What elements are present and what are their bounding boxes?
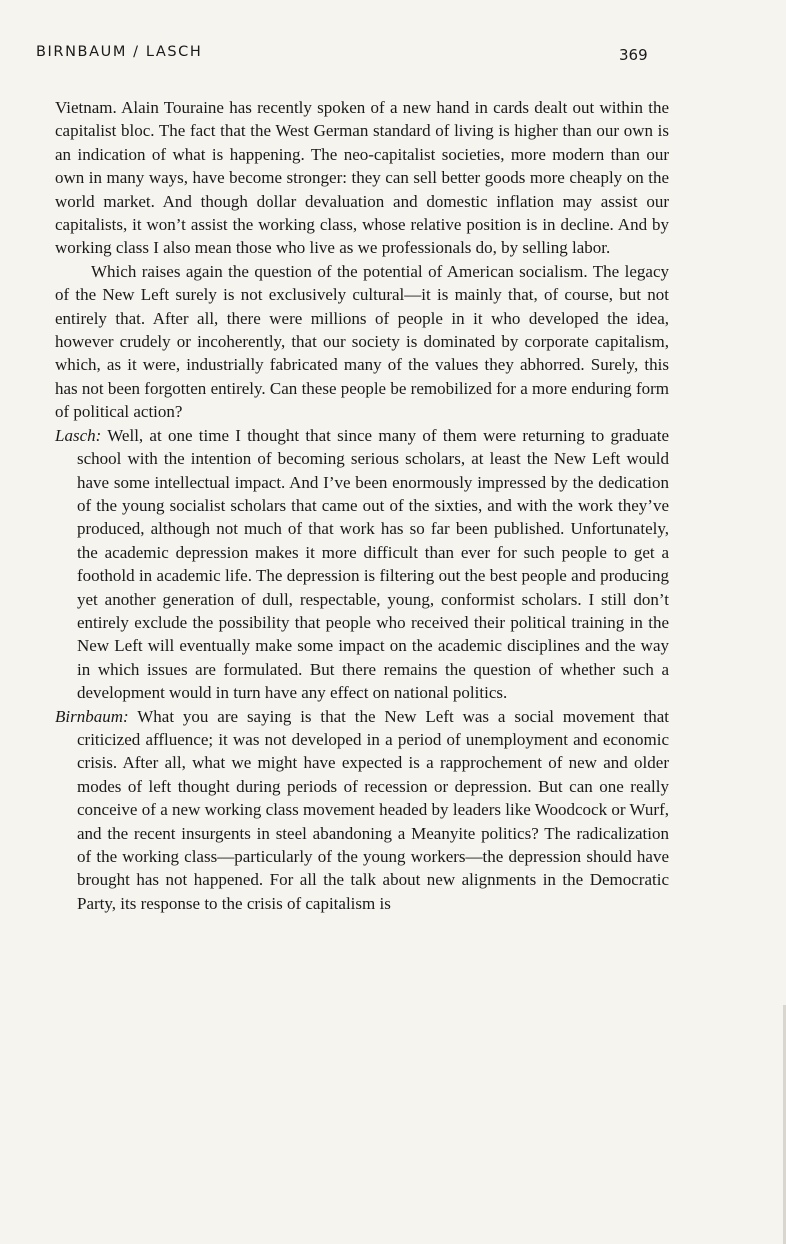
running-head: BIRNBAUM / LASCH <box>36 44 203 60</box>
speaker-label-birnbaum: Birnbaum: <box>55 706 129 726</box>
paragraph-birnbaum <box>55 705 669 916</box>
paragraph-lasch <box>55 424 669 705</box>
speaker-text-birnbaum: What you are saying is that the New Left was a social movement that criticized affluence; it was not developed in a period of unemployment and economic crisis. After all, what we might have expected is a rapprochement of new and older modes of left thought during periods of recession or depression. But can one really conceive of a new working class movement headed by leaders like Woodcock or Wurf, and the recent insurgents in steel abandoning a Meanyite politics? The radicalization of the working class—particularly of the young workers—the depression should have brought has not happened. For all the talk about new alignments in the Democratic Party, its response to the crisis of capitalism is <box>77 706 669 913</box>
body-text <box>55 96 669 915</box>
speaker-text-lasch: Well, at one time I thought that since many of them were returning to graduate school with the intention of becoming serious scholars, at least the New Left would have some intellectual impact. And I’ve been enormously impressed by the dedication of the young socialist scholars that came out of the sixties, and with the work they’ve produced, although not much of that work has so far been published. Unfortunately, the academic depression makes it more difficult than ever for such people to get a foothold in academic life. The depression is filtering out the best people and producing yet another generation of dull, respectable, young, conformist scholars. I still don’t entirely exclude the possibility that people who received their political training in the New Left will eventually make some impact on the academic disciplines and the way in which issues are formulated. But there remains the question of whether such a development would in turn have any effect on national politics. <box>77 425 669 703</box>
page-number: 369 <box>619 46 648 64</box>
paragraph-socialism: Which raises again the question of the potential of American socialism. The legacy of the New Left surely is not exclusively cultural—it is mainly that, of course, but not entirely that. After all, there were millions of people in it who developed the idea, however crudely or incoherently, that our society is dominated by corporate capitalism, which, as it were, industrially fabricated many of the values they abhorred. Surely, this has not been forgotten entirely. Can these people be remobilized for a more enduring form of political action? <box>55 261 669 422</box>
speaker-label-lasch: Lasch: <box>55 425 102 445</box>
paragraph-continuation: Vietnam. Alain Touraine has recently spoken of a new hand in cards dealt out within the capitalist bloc. The fact that the West German standard of living is higher than our own is an indication of what is happening. The neo-capitalist societies, more modern than our own in many ways, have become stronger: they can sell better goods more cheaply on the world market. And though dollar devaluation and domestic inflation may assist our capitalists, it won’t assist the working class, whose relative position is in decline. And by working class I also mean those who live as we professionals do, by selling labor. <box>55 98 669 258</box>
